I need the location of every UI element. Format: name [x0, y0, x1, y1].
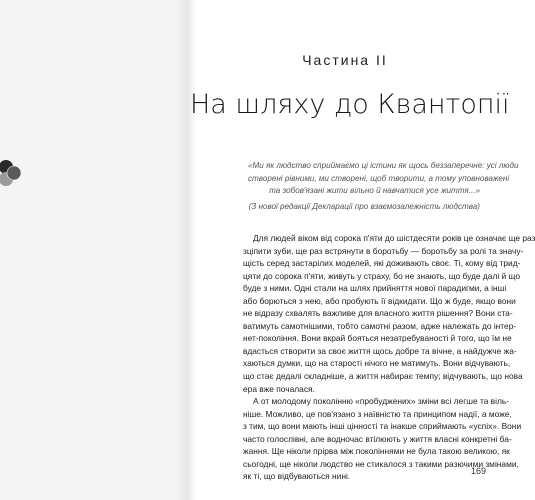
body-text [243, 232, 535, 483]
text-line: ера вже почалася. [243, 383, 315, 394]
text-line: як ті, що відбуваються нині. [243, 471, 351, 482]
text-line: вдасться створити за своє життя щось добре та вічне, а найдужче жа- [243, 345, 517, 356]
text-line: або борються з нею, або пробують її відкидати. Що ж буде, якщо вони [243, 295, 516, 306]
text-line: жання. Ще ніколи прірва між поколіннями не була такою великою, як [243, 446, 510, 457]
part-label: Частина II [302, 52, 388, 68]
text-line: що стає дедалі складніше, а життя набирає темпу; відчувають, що нова [243, 371, 523, 382]
text-line: А от молодому поколінню «пробуджених» зміни всі легше та віль- [253, 396, 510, 407]
epigraph-line: та зобов'язані жити вільно й навчатися усе життя...» [269, 186, 480, 195]
text-line: Для людей віком від сорока п'яти до шістдесяти років це означає ще раз [253, 233, 535, 243]
left-page [0, 0, 188, 500]
text-line: ніше. Можливо, це пов'язано з наївністю та принципом надії, а може, [243, 408, 512, 419]
text-line: сьогодні, ще ніколи людство не стикалося з такими разючими змінами, [243, 458, 519, 469]
text-line: зціпити зуби, ще раз встрянути в боротьбу — боротьбу за ролі та значу- [243, 245, 524, 256]
text-line: з тим, що вони мають інші цінності та інакше сприймають «успіх». Вони [243, 421, 522, 432]
chapter-title: На шляху до Квантопії [190, 89, 510, 120]
text-line: хаються думки, що на старості нічого не матимуть. Вони відчувають, [243, 358, 511, 369]
epigraph-source: (З нової редакції Декларації про взаємозалежність людства) [248, 202, 480, 211]
epigraph [248, 160, 519, 198]
page-gutter-shadow-right [188, 0, 196, 500]
paragraph-1 [243, 232, 535, 395]
text-line: не відразу схвалять важливе для власного життя рішення? Вони ста- [243, 308, 513, 319]
circles-emblem-icon [0, 158, 24, 188]
epigraph-line: «Ми як людство сприймаємо ці істини як щось беззаперечне: усі люди [248, 161, 519, 170]
page-number: 169 [470, 466, 486, 476]
page-gutter-shadow [174, 0, 188, 500]
text-line: щість серед застарілих моделей, які доживають своє. Ті, кому від трид- [243, 258, 521, 269]
text-line: буде з ними. Одні стали на шлях прийняття нової парадигми, а інші [243, 283, 507, 294]
epigraph-line: створені рівними, ми створені, щоб творити, а тому уповноважені [248, 173, 510, 183]
text-line: ватимуть самотнішими, тобто самотні разом, адже належать до інтер- [243, 320, 517, 331]
text-line: часто голослівні, але водночас втілюють у життя власні конкретні ба- [243, 433, 512, 444]
text-line: цяти до сорока п'яти, живуть у страху, бо не знають, що буде далі й що [243, 270, 520, 281]
text-line: нет-покоління. Вони вкрай бояться незатребуваності й того, що їм не [243, 333, 512, 344]
paragraph-2 [243, 395, 522, 483]
